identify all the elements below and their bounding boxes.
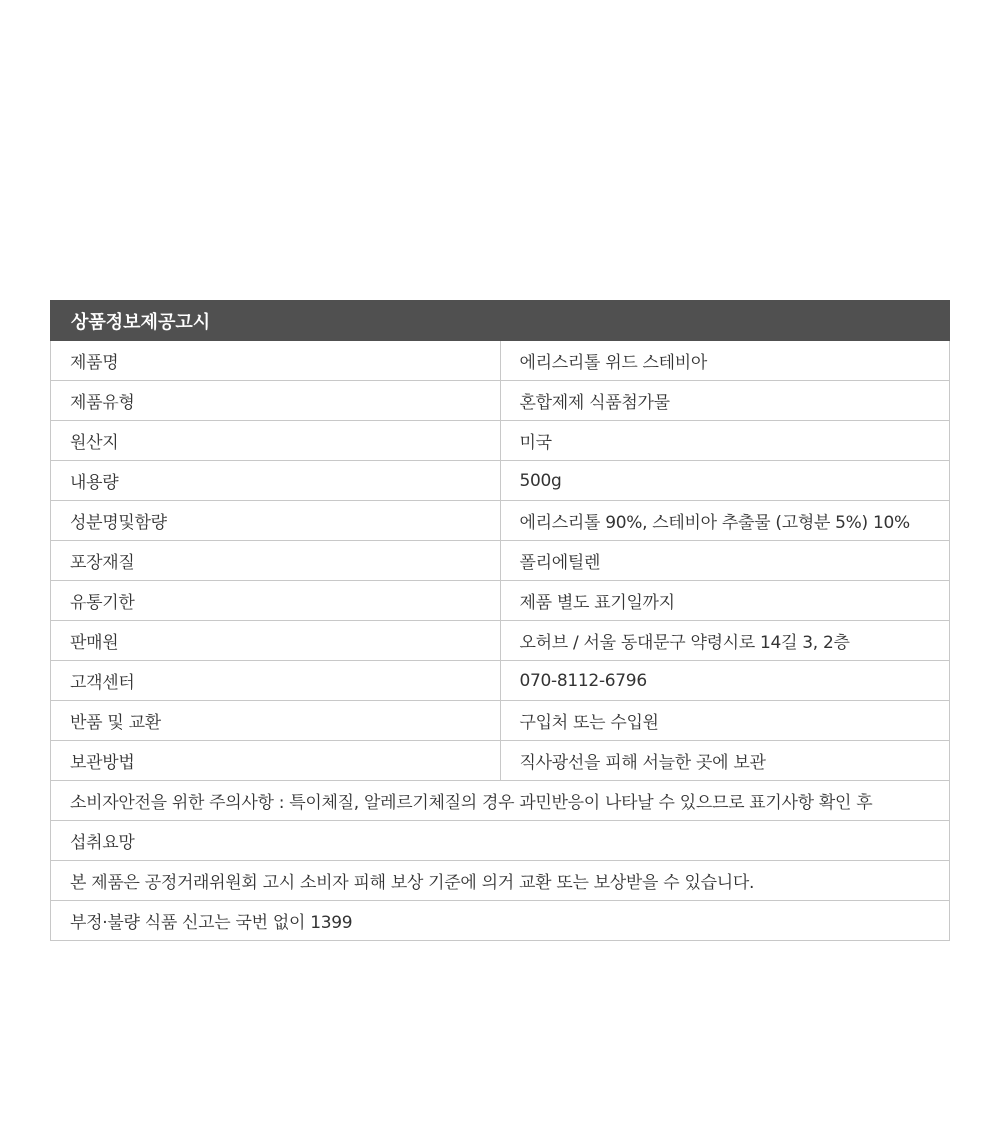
row-label-packaging: 포장재질 [51,541,501,581]
table-row [51,621,950,661]
row-label-expiry: 유통기한 [51,581,501,621]
row-value-origin: 미국 [500,421,950,461]
table-row [51,421,950,461]
table-row [51,581,950,621]
row-label-seller: 판매원 [51,621,501,661]
note-report-hotline: 부정·불량 식품 신고는 국번 없이 1399 [51,901,950,941]
row-label-product-name: 제품명 [51,341,501,381]
table-row [51,901,950,941]
row-value-ingredients: 에리스리톨 90%, 스테비아 추출물 (고형분 5%) 10% [500,501,950,541]
note-safety-caution: 소비자안전을 위한 주의사항 : 특이체질, 알레르기체질의 경우 과민반응이 나타날 수 있으므로 표기사항 확인 후 [51,781,950,821]
row-label-origin: 원산지 [51,421,501,461]
table-row [51,461,950,501]
row-value-customer-center: 070-8112-6796 [500,661,950,701]
row-value-storage: 직사광선을 피해 서늘한 곳에 보관 [500,741,950,781]
table-row [51,341,950,381]
table-row [51,741,950,781]
row-value-returns: 구입처 또는 수입원 [500,701,950,741]
row-label-product-type: 제품유형 [51,381,501,421]
table-title: 상품정보제공고시 [51,301,950,341]
table-row [51,781,950,821]
table-row [51,821,950,861]
row-label-content-amount: 내용량 [51,461,501,501]
row-label-ingredients: 성분명및함량 [51,501,501,541]
table-header-row [51,301,950,341]
table-row [51,701,950,741]
note-intake-request: 섭취요망 [51,821,950,861]
table-row [51,381,950,421]
row-value-content-amount: 500g [500,461,950,501]
row-label-returns: 반품 및 교환 [51,701,501,741]
row-value-seller: 오허브 / 서울 동대문구 약령시로 14길 3, 2층 [500,621,950,661]
row-value-expiry: 제품 별도 표기일까지 [500,581,950,621]
row-label-customer-center: 고객센터 [51,661,501,701]
table-row [51,861,950,901]
row-label-storage: 보관방법 [51,741,501,781]
table-row [51,661,950,701]
row-value-product-type: 혼합제제 식품첨가물 [500,381,950,421]
note-compensation: 본 제품은 공정거래위원회 고시 소비자 피해 보상 기준에 의거 교환 또는 보상받을 수 있습니다. [51,861,950,901]
product-info-notice-table [50,300,950,941]
table-row [51,501,950,541]
row-value-product-name: 에리스리톨 위드 스테비아 [500,341,950,381]
row-value-packaging: 폴리에틸렌 [500,541,950,581]
table-row [51,541,950,581]
